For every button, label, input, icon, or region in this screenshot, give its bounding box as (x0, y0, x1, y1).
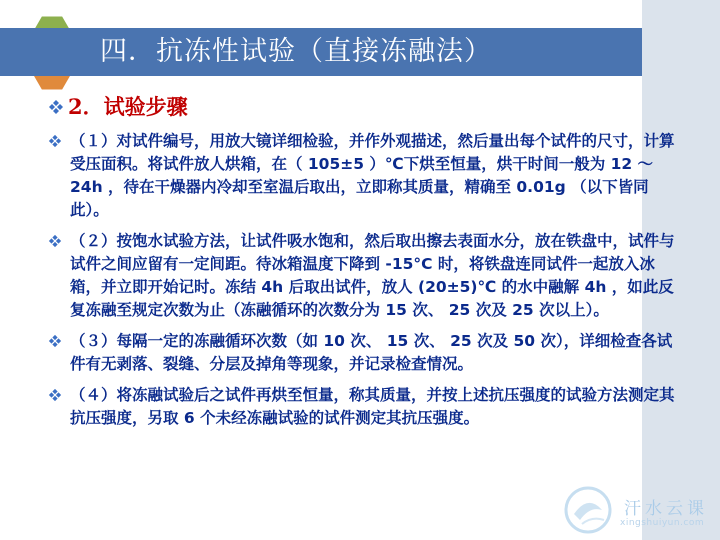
step-text-1: （１）对试件编号，用放大镜详细检验，并作外观描述，然后量出每个试件的尺寸，计算受压面积。将试件放人烘箱，在（ 105±5 ）℃下烘至恒量，烘干时间一般为 12 ～ 24h ，待在干燥器内冷却至室温后取出，立即称其质量，精确至 0.01g （以下皆同此）。 (70, 132, 675, 219)
diamond-bullet-icon (48, 134, 62, 148)
section-heading (48, 92, 680, 122)
watermark-brand: 汗水云课 (624, 499, 708, 519)
step-text-3: （３）每隔一定的冻融循环次数（如 10 次、 15 次、 25 次及 50 次），详细检查各试件有无剥落、裂缝、分层及掉角等现象，并记录检查情况。 (70, 332, 673, 373)
section-heading-text: 2．试验步骤 (68, 94, 188, 119)
step-paragraph-3 (48, 330, 680, 376)
diamond-bullet-icon (48, 234, 62, 248)
step-paragraph-2 (48, 230, 680, 322)
diamond-bullet-icon (48, 99, 64, 115)
slide-content (48, 92, 680, 430)
diamond-bullet-icon (48, 334, 62, 348)
slide-title: 四．抗冻性试验（直接冻融法） (100, 36, 492, 67)
step-paragraph-4 (48, 384, 680, 430)
step-text-2: （２）按饱水试验方法，让试件吸水饱和，然后取出擦去表面水分，放在铁盘中，试件与试件之间应留有一定间距。待冰箱温度下降到 -15°C 时，将铁盘连同试件一起放入冰箱，并立即开始记时。冻结 4h 后取出试件，放人 (20±5)℃ 的水中融解 4h ，如此反复冻融至规定次数为止（冻融循环的次数分为 15 次、 25 次及 25 次以上）。 (70, 232, 675, 319)
diamond-bullet-icon (48, 388, 62, 402)
step-paragraph-1 (48, 130, 680, 222)
step-text-4: （４）将冻融试验后之试件再烘至恒量，称其质量，并按上述抗压强度的试验方法测定其抗压强度，另取 6 个未经冻融试验的试件测定其抗压强度。 (70, 386, 675, 427)
watermark-url: xingshuiyun.com (620, 518, 705, 528)
